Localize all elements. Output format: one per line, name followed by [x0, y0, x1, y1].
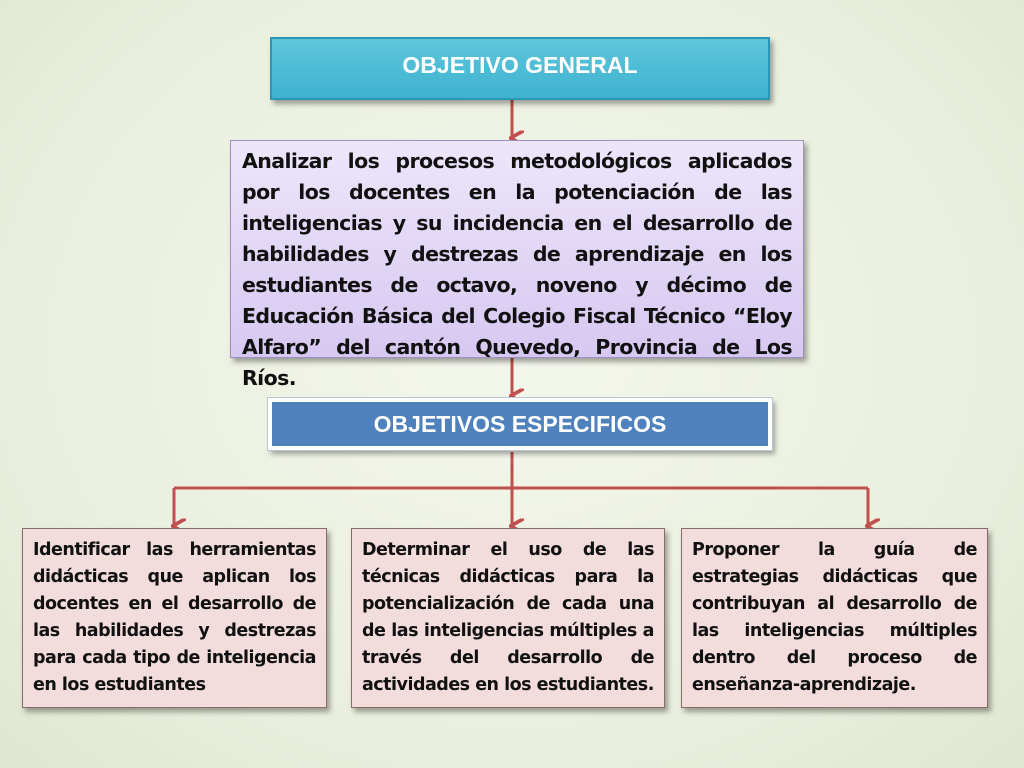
specific-objectives-title: OBJETIVOS ESPECIFICOS: [373, 410, 667, 437]
specific-objective-1: Identificar las herramientas didácticas que aplican los docentes en el desarrollo de las habilidades y destrezas para cada tipo de inteligencia en los estudiantes: [22, 528, 327, 708]
specific-objectives-header: [268, 398, 772, 450]
general-objective-text: Analizar los procesos metodológicos aplicados por los docentes en la potenciación de las inteligencias y su incidencia en el desarrollo de habilidades y destrezas de aprendizaje en los estudiantes de octavo, noveno y décimo de Educación Básica del Colegio Fiscal Técnico “Eloy Alfaro” del cantón Quevedo, Provincia de Los Ríos.: [230, 140, 804, 358]
specific-objective-3: Proponer la guía de estrategias didácticas que contribuyan al desarrollo de las inteligencias múltiples dentro del proceso de enseñanza-aprendizaje.: [681, 528, 988, 708]
specific-objective-2: Determinar el uso de las técnicas didácticas para la potencialización de cada una de las inteligencias múltiples a través del desarrollo de actividades en los estudiantes.: [351, 528, 665, 708]
general-objective-title: OBJETIVO GENERAL: [402, 52, 638, 78]
general-objective-header: [270, 37, 770, 100]
